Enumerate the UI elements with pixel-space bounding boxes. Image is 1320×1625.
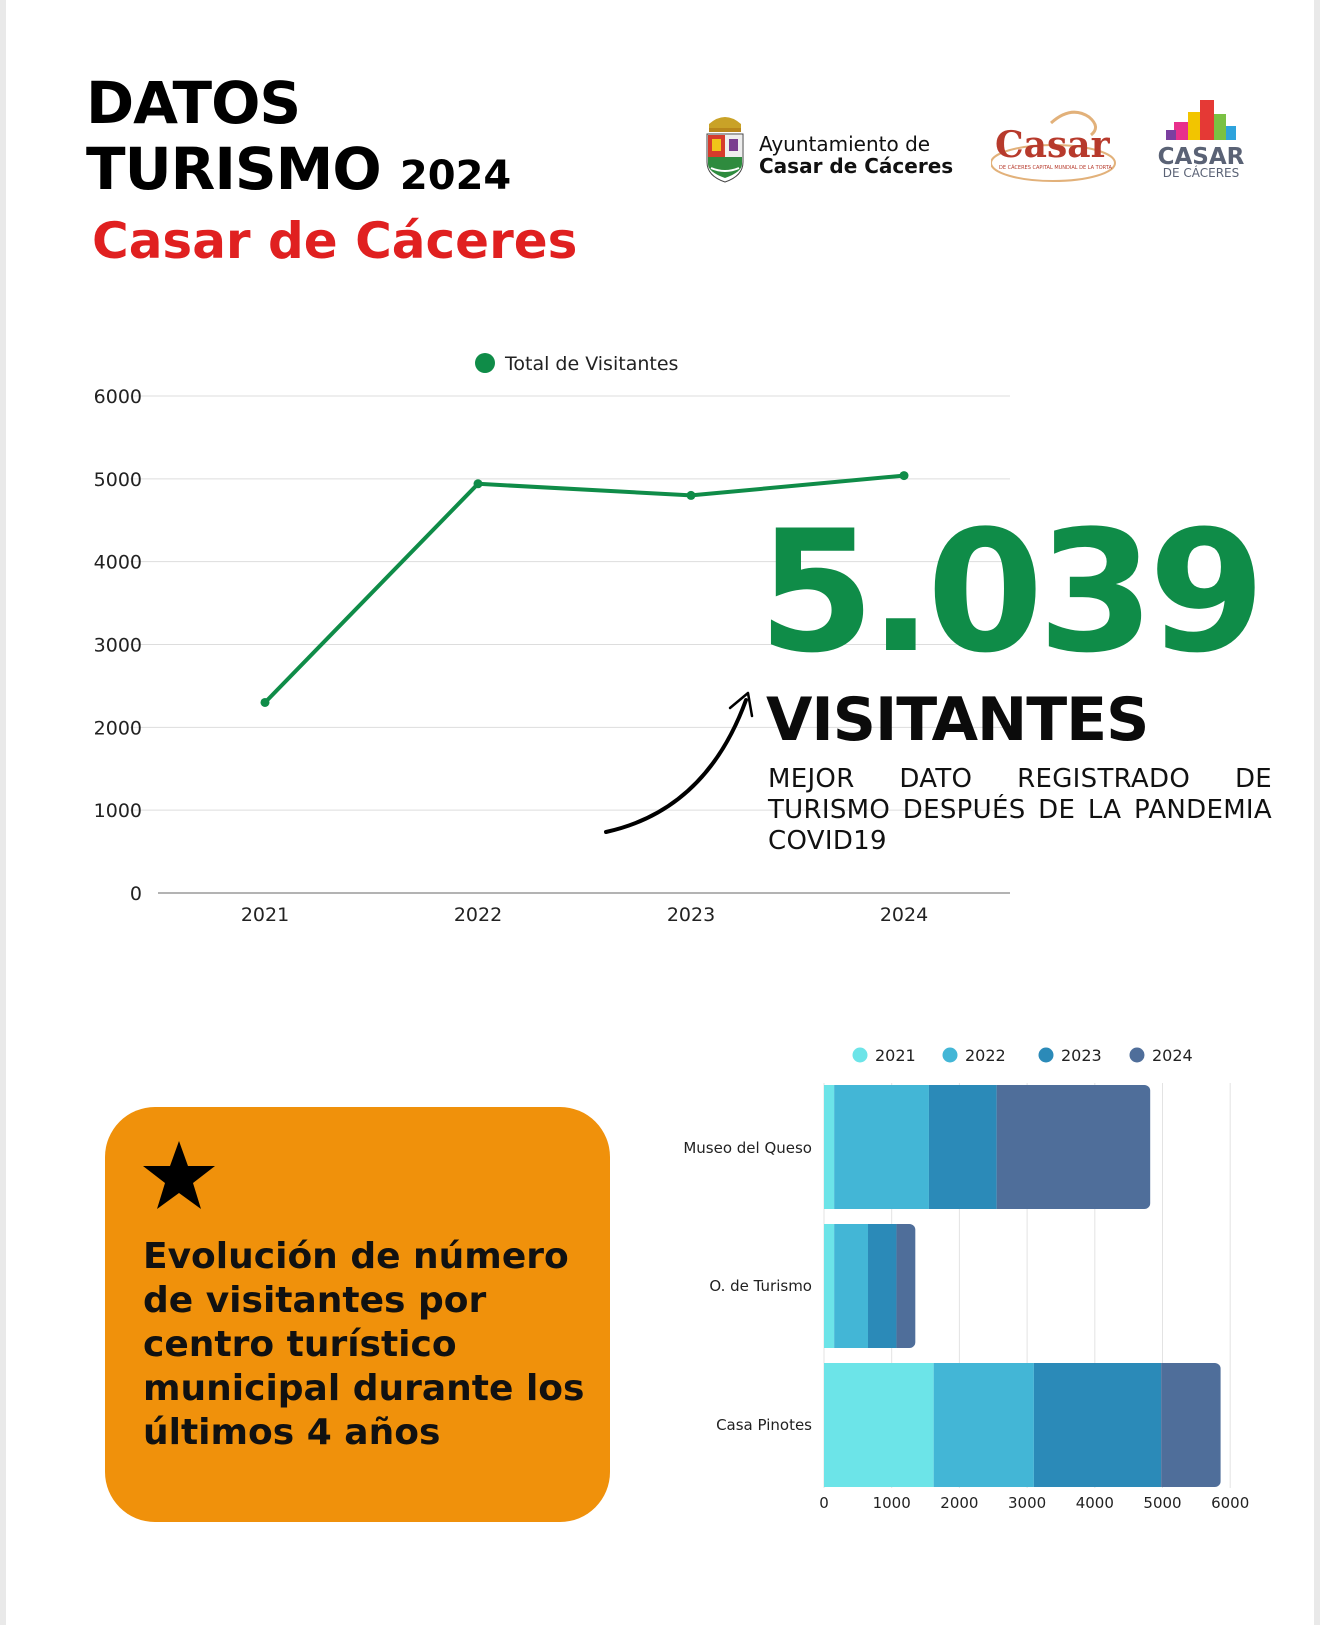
highlight-description: MEJOR DATO REGISTRADO DE TURISMO DESPUÉS DE LA PANDEMIA COVID19 (768, 764, 1272, 856)
data-point (261, 698, 270, 707)
category-label: Casa Pinotes (716, 1416, 812, 1434)
x-tick-label: 1000 (872, 1494, 911, 1512)
y-tick-label: 6000 (93, 386, 142, 408)
title-turismo: TURISMO (86, 135, 381, 203)
x-tick-label: 2024 (879, 904, 929, 926)
legend-marker (1130, 1048, 1145, 1063)
y-tick-label: 3000 (93, 634, 142, 657)
infographic-page (6, 0, 1314, 1625)
ayuntamiento-line-2: Casar de Cáceres (759, 154, 954, 178)
bar-segment-2024 (1161, 1363, 1221, 1487)
y-tick-label: 2000 (93, 717, 142, 740)
legend-label: 2023 (1061, 1046, 1102, 1065)
legend-marker (1039, 1048, 1054, 1063)
legend-marker (853, 1048, 868, 1063)
bar-segment-2024 (896, 1224, 915, 1348)
bar-segment-2022 (834, 1085, 929, 1209)
y-tick-label: 0 (129, 883, 142, 905)
casar-torta-main: Casar (995, 124, 1110, 166)
x-tick-label: 3000 (1008, 1494, 1047, 1512)
highlight-number: 5.039 (758, 494, 1260, 690)
bar-segment-2023 (1034, 1363, 1161, 1487)
data-point (687, 491, 696, 500)
bar-segment-2023 (929, 1085, 997, 1209)
legend-marker (943, 1048, 958, 1063)
bar-segment-2024 (997, 1085, 1151, 1209)
legend-marker (475, 353, 495, 373)
info-card-text: Evolución de número de visitantes por centro turístico municipal durante los últimos 4 años (143, 1236, 585, 1453)
arrow-curve (606, 700, 746, 832)
x-tick-label: 5000 (1143, 1494, 1182, 1512)
x-tick-label: 4000 (1075, 1494, 1114, 1512)
legend-label: 2024 (1152, 1046, 1193, 1065)
legend-label: 2021 (875, 1046, 916, 1065)
casar-brand-sub: DE CÁCERES (1162, 166, 1240, 180)
highlight-label: VISITANTES (766, 685, 1149, 755)
page-subtitle: Casar de Cáceres (92, 212, 578, 270)
bar-segment-2021 (824, 1363, 934, 1487)
bar-segment-2022 (934, 1363, 1034, 1487)
star-icon (141, 1139, 217, 1211)
x-tick-label: 2023 (666, 904, 716, 926)
y-tick-label: 1000 (93, 800, 142, 823)
x-tick-label: 2000 (940, 1494, 979, 1512)
category-label: O. de Turismo (709, 1277, 812, 1295)
casar-brand-main: CASAR (1157, 144, 1245, 170)
bar-segment-2021 (824, 1224, 834, 1348)
y-tick-label: 4000 (93, 551, 142, 574)
data-point (474, 479, 483, 488)
legend-label: Total de Visitantes (505, 353, 679, 375)
x-tick-label: 2022 (453, 904, 503, 926)
info-card (105, 1107, 610, 1522)
category-label: Museo del Queso (683, 1139, 812, 1157)
ayuntamiento-line-1: Ayuntamiento de (759, 132, 931, 156)
x-tick-label: 0 (819, 1494, 829, 1512)
bar-segment-2023 (868, 1224, 896, 1348)
title-line-1: DATOS (86, 69, 301, 137)
bar-segment-2021 (824, 1085, 834, 1209)
y-tick-label: 5000 (93, 468, 142, 491)
title-year: 2024 (399, 153, 512, 199)
data-point (900, 471, 909, 480)
legend-label: 2022 (965, 1046, 1006, 1065)
casar-torta-small: DE CÁCERES CAPITAL MUNDIAL DE LA TORTA (999, 165, 1112, 171)
x-tick-label: 2021 (240, 904, 290, 926)
x-tick-label: 6000 (1211, 1494, 1250, 1512)
bar-segment-2022 (834, 1224, 868, 1348)
